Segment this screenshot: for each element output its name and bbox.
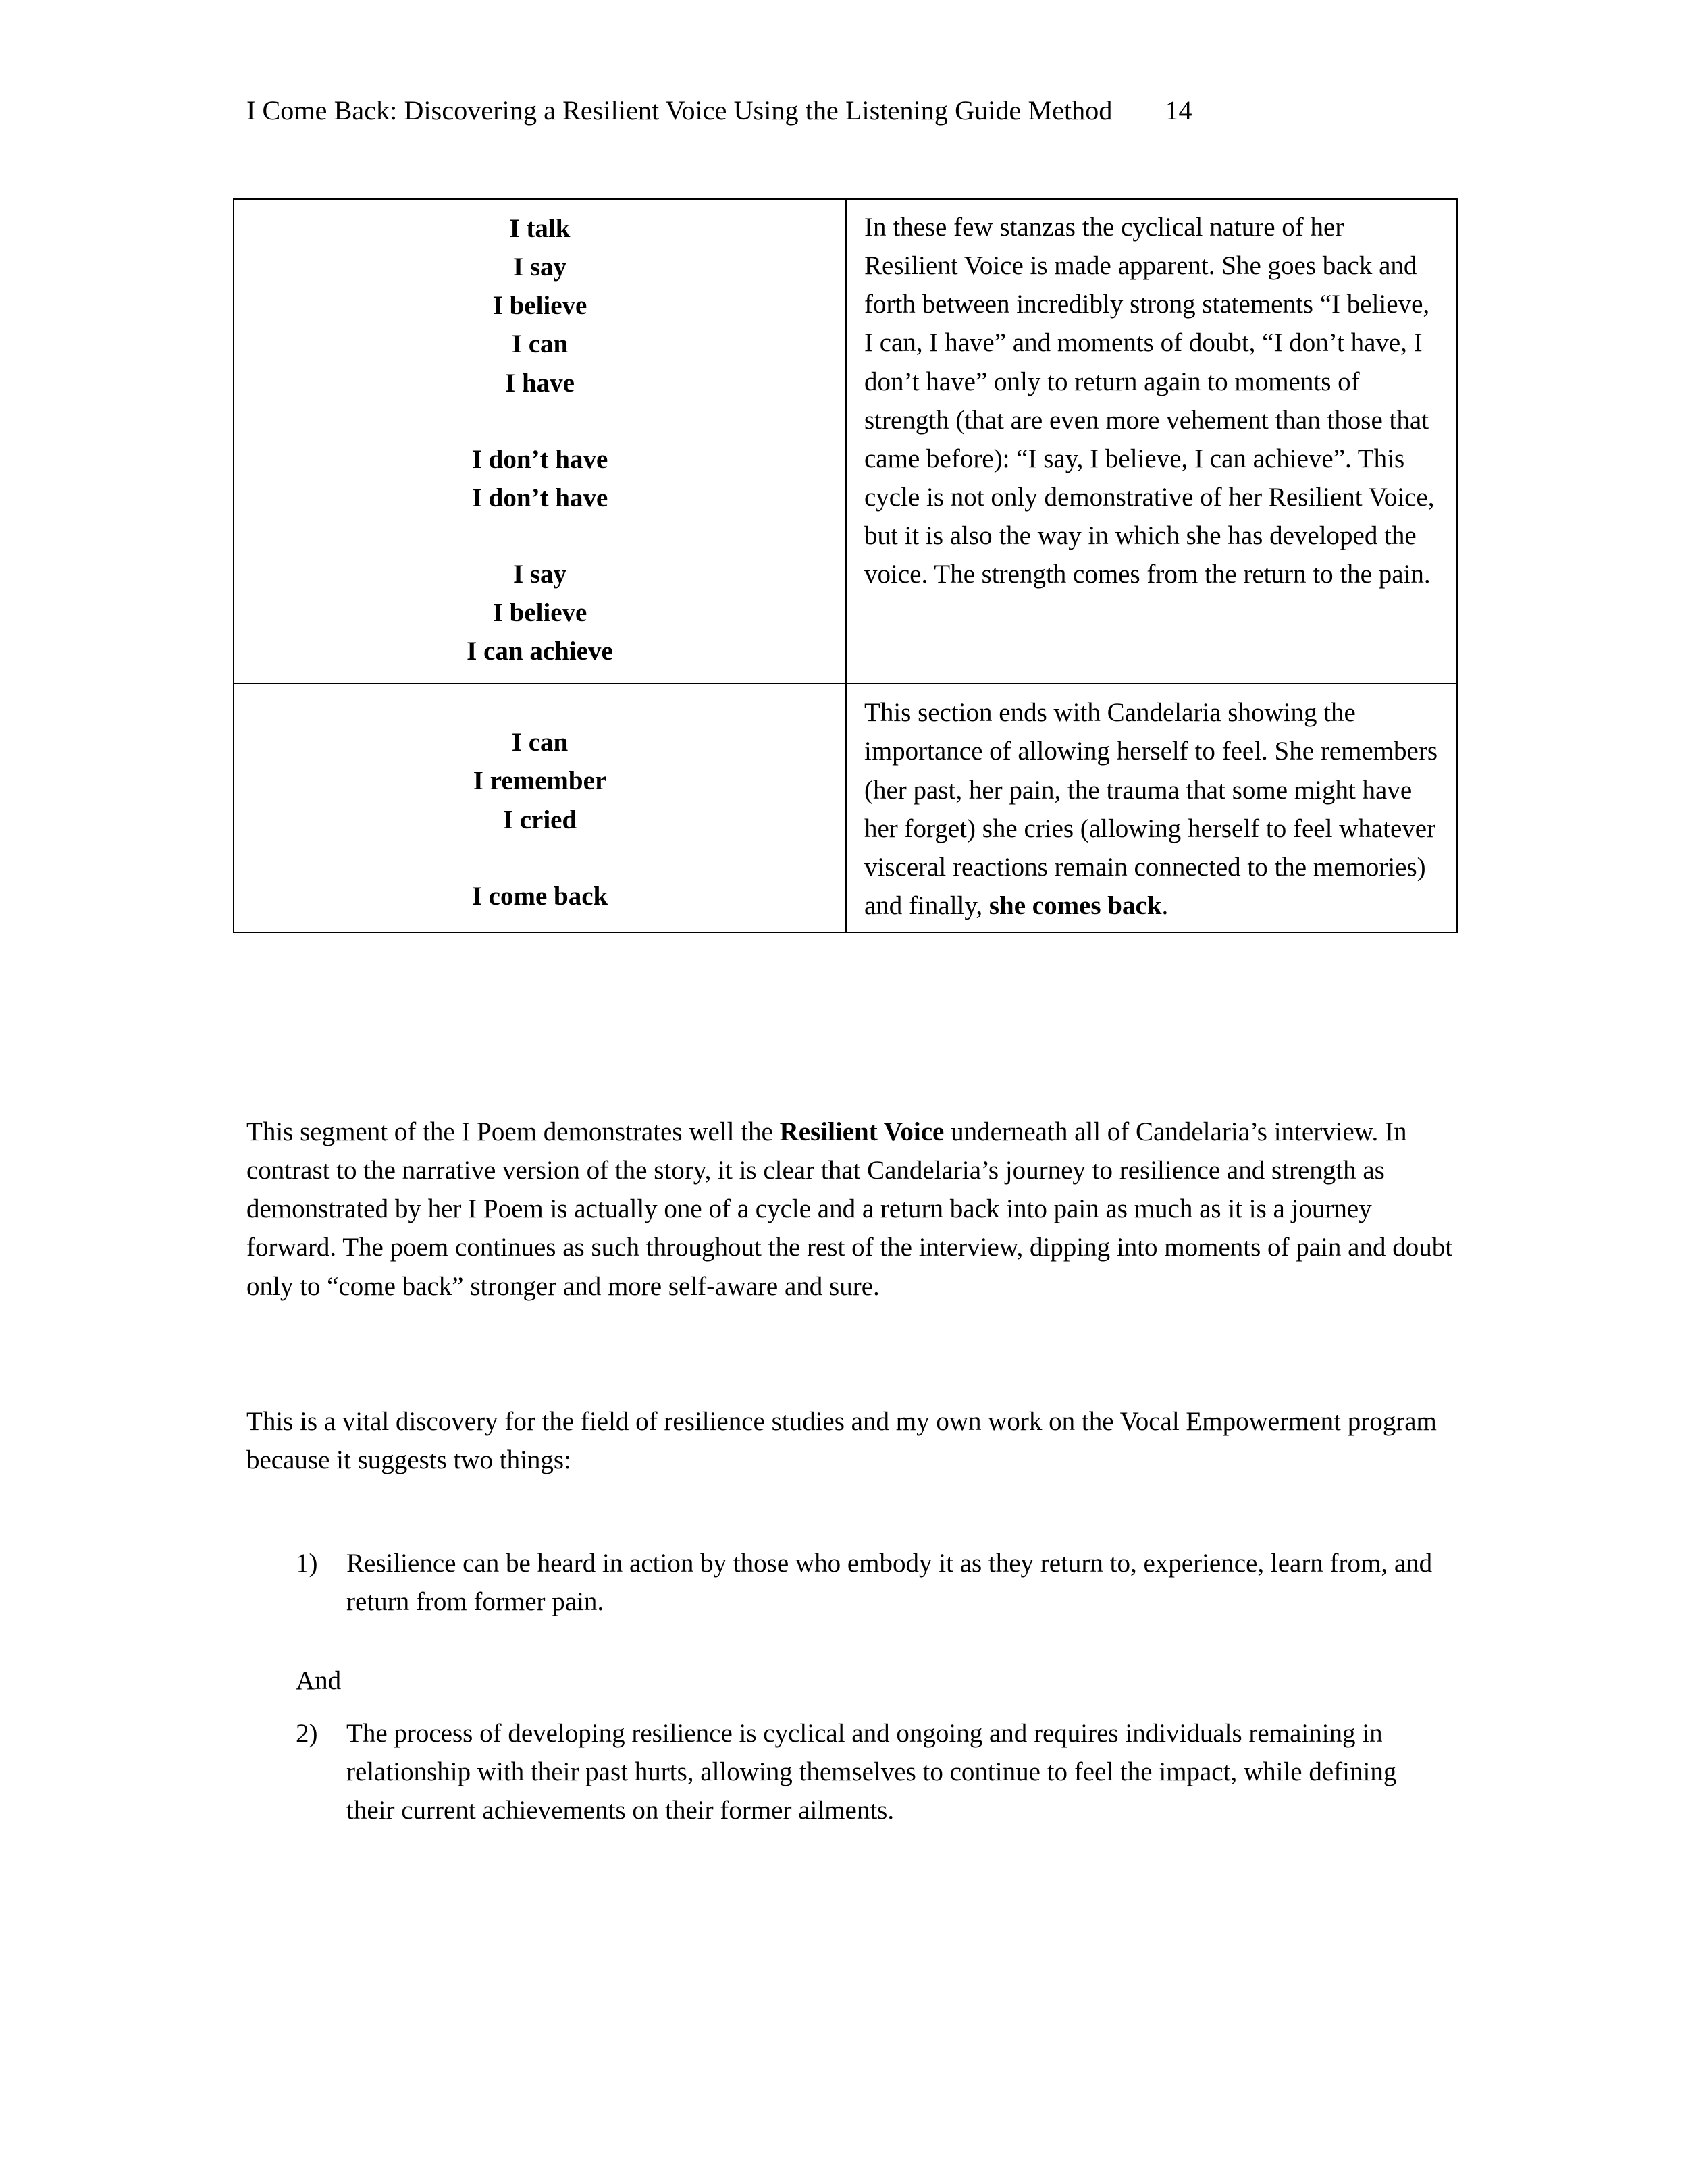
body-paragraph-2: This is a vital discovery for the field of resilience studies and my own work on the Vocal Empowerment program because it suggests two things: [246, 1407, 1437, 1475]
poem-line: I come back [471, 881, 608, 911]
paragraph-emphasis: Resilient Voice [779, 1117, 945, 1146]
poem-line: I remember [473, 766, 607, 796]
list-marker: 2) [296, 1719, 318, 1748]
list-item-text: Resilience can be heard in action by those who embody it as they return to, experience, learn from, and return from former pain. [346, 1549, 1433, 1617]
running-header [246, 95, 1462, 127]
stanza-break [248, 839, 832, 877]
poem-line: I cried [502, 805, 577, 834]
paragraph-lead: This segment of the I Poem demonstrates well the [246, 1117, 780, 1146]
numbered-list-first [246, 1544, 1455, 1621]
body-paragraph-1 [246, 1113, 1455, 1306]
poem-cell [234, 199, 846, 683]
list-item [246, 1544, 1455, 1621]
poem-line: I don’t have [471, 444, 608, 474]
paragraph-tail: underneath all of Candelaria’s interview. In contrast to the narrative version of the story, it is clear that Candelaria’s journey to resilience and strength as demonstrated by her I Poem is actually one of a cycle and a return back into pain as much as it is a journey forward. The poem continues as such throughout the rest of the interview, dipping into moments of pain and doubt only to “come back” stronger and more self-aware and sure. [246, 1117, 1453, 1301]
stanza-break [248, 402, 832, 440]
i-poem-stanzas [234, 684, 845, 928]
i-poem-stanzas [234, 200, 845, 683]
table-row [234, 199, 1457, 683]
poem-line: I say [512, 559, 567, 589]
analysis-emphasis: she comes back [988, 890, 1162, 920]
list-item-text: The process of developing resilience is cyclical and ongoing and requires individuals remaining in relationship with their past hurts, allowing themselves to continue to feel the impact, while defining their current achievements on their former ailments. [346, 1719, 1397, 1826]
analysis-text: In these few stanzas the cyclical nature of her Resilient Voice is made apparent. She goes back and forth between incredibly strong statements “I believe, I can, I have” and moments of doubt, “I don’t have, I don’t have” only to return again to moments of strength (that are even more vehement than those that came before): “I say, I believe, I can achieve”. This cycle is not only demonstrative of her Resilient Voice, but it is also the way in which she has developed the voice. The strength comes from the return to the pain. [864, 213, 1435, 589]
poem-line: I believe [492, 291, 587, 321]
stanza-break [248, 517, 832, 555]
header-title: I Come Back: Discovering a Resilient Voice Using the Listening Guide Method [246, 95, 1113, 126]
poem-cell [234, 683, 846, 932]
poem-line: I have [505, 368, 575, 398]
list-item [246, 1714, 1455, 1830]
and-connector: And [296, 1666, 342, 1695]
poem-line: I can [511, 728, 569, 757]
poem-line: I believe [492, 598, 587, 627]
table-row [234, 683, 1457, 932]
poem-line: I can [511, 329, 569, 359]
poem-line: I don’t have [471, 483, 608, 512]
poem-line: I can achieve [467, 637, 613, 666]
poem-line: I say [512, 252, 567, 282]
analysis-cell [846, 199, 1457, 683]
analysis-text-tail: . [1161, 890, 1169, 920]
analysis-cell [846, 683, 1457, 932]
poem-line: I talk [509, 214, 571, 243]
numbered-list-second [246, 1714, 1455, 1830]
analysis-text [847, 684, 1456, 932]
list-marker: 1) [296, 1549, 318, 1578]
poem-analysis-table [233, 198, 1458, 933]
page-number: 14 [1165, 95, 1192, 126]
analysis-text-lead: This section ends with Candelaria showing the importance of allowing herself to feel. She remembers (her past, her pain, the trauma that some might have her forget) she cries (allowing herself to feel whatever visceral reactions remain connected to the memories) and finally, [864, 698, 1438, 920]
